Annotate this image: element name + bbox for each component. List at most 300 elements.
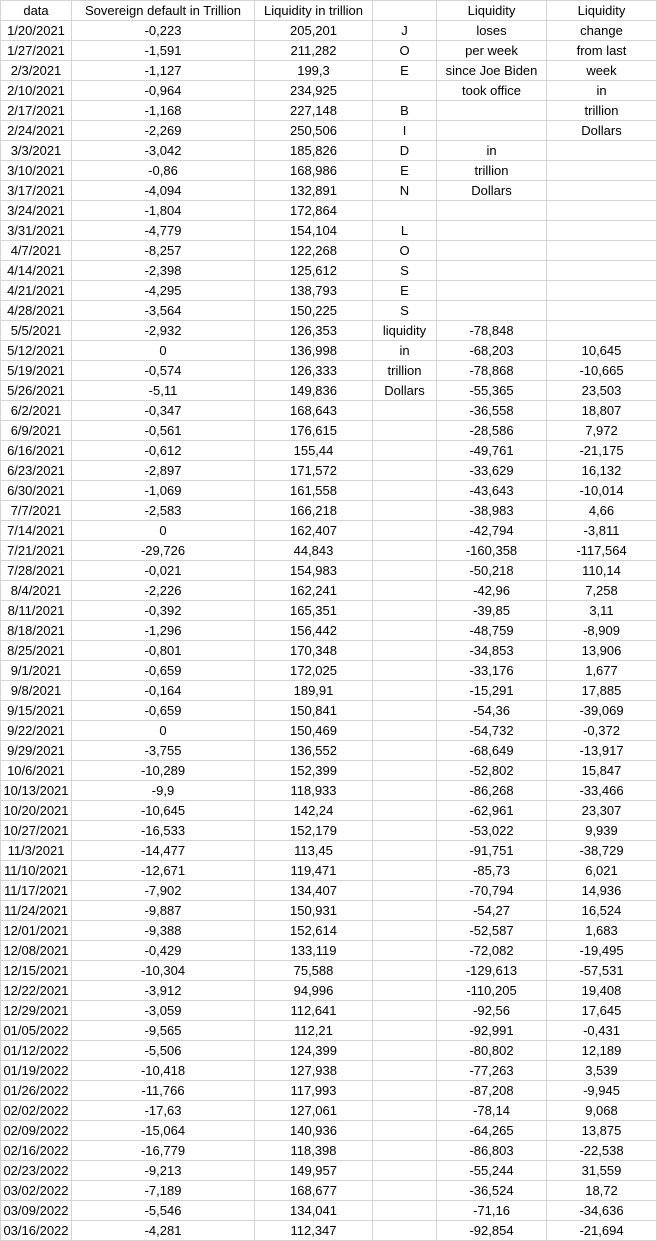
note-cell[interactable]: S [373, 301, 437, 321]
note-cell[interactable] [373, 581, 437, 601]
liquidity-change-cell[interactable]: 1,683 [547, 921, 657, 941]
liquidity-change-cell[interactable]: 14,936 [547, 881, 657, 901]
liquidity-cell[interactable]: 211,282 [255, 41, 373, 61]
note-cell[interactable]: O [373, 41, 437, 61]
sovereign-default-cell[interactable]: -1,069 [72, 481, 255, 501]
sovereign-default-cell[interactable]: -10,418 [72, 1061, 255, 1081]
liquidity-loss-cell[interactable]: -86,803 [437, 1141, 547, 1161]
sovereign-default-cell[interactable]: -1,168 [72, 101, 255, 121]
liquidity-cell[interactable]: 168,986 [255, 161, 373, 181]
liquidity-cell[interactable]: 118,933 [255, 781, 373, 801]
liquidity-loss-cell[interactable]: -52,587 [437, 921, 547, 941]
note-cell[interactable]: N [373, 181, 437, 201]
sovereign-default-cell[interactable]: -14,477 [72, 841, 255, 861]
note-cell[interactable] [373, 761, 437, 781]
note-cell[interactable] [373, 981, 437, 1001]
liquidity-change-cell[interactable]: -19,495 [547, 941, 657, 961]
sovereign-default-cell[interactable]: -0,164 [72, 681, 255, 701]
note-cell[interactable] [373, 1041, 437, 1061]
sovereign-default-cell[interactable]: -2,269 [72, 121, 255, 141]
liquidity-loss-cell[interactable] [437, 201, 547, 221]
date-cell[interactable]: 11/17/2021 [1, 881, 72, 901]
liquidity-cell[interactable]: 113,45 [255, 841, 373, 861]
liquidity-loss-cell[interactable]: -92,854 [437, 1221, 547, 1241]
note-cell[interactable] [373, 1141, 437, 1161]
liquidity-loss-cell[interactable]: -39,85 [437, 601, 547, 621]
sovereign-default-cell[interactable]: -4,295 [72, 281, 255, 301]
liquidity-change-cell[interactable]: 9,939 [547, 821, 657, 841]
liquidity-cell[interactable]: 119,471 [255, 861, 373, 881]
liquidity-change-cell[interactable]: 13,906 [547, 641, 657, 661]
date-cell[interactable]: 11/10/2021 [1, 861, 72, 881]
liquidity-cell[interactable]: 152,614 [255, 921, 373, 941]
sovereign-default-cell[interactable]: -9,565 [72, 1021, 255, 1041]
sovereign-default-cell[interactable]: -0,964 [72, 81, 255, 101]
sovereign-default-cell[interactable]: -2,897 [72, 461, 255, 481]
sovereign-default-cell[interactable]: -3,755 [72, 741, 255, 761]
liquidity-change-cell[interactable]: -0,431 [547, 1021, 657, 1041]
liquidity-loss-cell[interactable]: -42,794 [437, 521, 547, 541]
liquidity-loss-cell[interactable]: took office [437, 81, 547, 101]
liquidity-cell[interactable]: 125,612 [255, 261, 373, 281]
sovereign-default-cell[interactable]: -0,561 [72, 421, 255, 441]
date-cell[interactable]: 01/26/2022 [1, 1081, 72, 1101]
liquidity-cell[interactable]: 44,843 [255, 541, 373, 561]
liquidity-cell[interactable]: 161,558 [255, 481, 373, 501]
liquidity-loss-cell[interactable]: -15,291 [437, 681, 547, 701]
liquidity-loss-cell[interactable]: Dollars [437, 181, 547, 201]
liquidity-change-cell[interactable]: 16,132 [547, 461, 657, 481]
date-cell[interactable]: 8/18/2021 [1, 621, 72, 641]
liquidity-cell[interactable]: 127,938 [255, 1061, 373, 1081]
liquidity-loss-cell[interactable]: -78,868 [437, 361, 547, 381]
liquidity-loss-cell[interactable]: -54,36 [437, 701, 547, 721]
liquidity-cell[interactable]: 138,793 [255, 281, 373, 301]
liquidity-loss-cell[interactable]: -68,203 [437, 341, 547, 361]
date-cell[interactable]: 3/24/2021 [1, 201, 72, 221]
sovereign-default-cell[interactable]: -0,021 [72, 561, 255, 581]
liquidity-loss-cell[interactable]: -70,794 [437, 881, 547, 901]
note-cell[interactable] [373, 681, 437, 701]
liquidity-cell[interactable]: 142,24 [255, 801, 373, 821]
date-cell[interactable]: 5/5/2021 [1, 321, 72, 341]
liquidity-change-cell[interactable]: -10,014 [547, 481, 657, 501]
note-cell[interactable] [373, 1221, 437, 1241]
liquidity-loss-cell[interactable]: -50,218 [437, 561, 547, 581]
note-cell[interactable] [373, 621, 437, 641]
note-cell[interactable]: O [373, 241, 437, 261]
sovereign-default-cell[interactable]: -0,801 [72, 641, 255, 661]
date-cell[interactable]: 12/01/2021 [1, 921, 72, 941]
liquidity-change-cell[interactable]: 7,972 [547, 421, 657, 441]
liquidity-loss-cell[interactable]: -53,022 [437, 821, 547, 841]
date-cell[interactable]: 3/17/2021 [1, 181, 72, 201]
liquidity-change-cell[interactable]: in [547, 81, 657, 101]
liquidity-change-cell[interactable]: 31,559 [547, 1161, 657, 1181]
date-cell[interactable]: 12/08/2021 [1, 941, 72, 961]
liquidity-cell[interactable]: 149,836 [255, 381, 373, 401]
note-cell[interactable] [373, 601, 437, 621]
liquidity-loss-cell[interactable]: -160,358 [437, 541, 547, 561]
note-cell[interactable] [373, 941, 437, 961]
sovereign-default-cell[interactable]: -10,645 [72, 801, 255, 821]
liquidity-change-cell[interactable]: 3,539 [547, 1061, 657, 1081]
liquidity-cell[interactable]: 75,588 [255, 961, 373, 981]
date-cell[interactable]: 01/05/2022 [1, 1021, 72, 1041]
date-cell[interactable]: 7/14/2021 [1, 521, 72, 541]
date-cell[interactable]: 4/14/2021 [1, 261, 72, 281]
date-cell[interactable]: 7/7/2021 [1, 501, 72, 521]
sovereign-default-cell[interactable]: -5,11 [72, 381, 255, 401]
liquidity-change-cell[interactable]: -57,531 [547, 961, 657, 981]
liquidity-loss-cell[interactable] [437, 121, 547, 141]
liquidity-cell[interactable]: 234,925 [255, 81, 373, 101]
liquidity-change-cell[interactable]: 18,72 [547, 1181, 657, 1201]
liquidity-cell[interactable]: 149,957 [255, 1161, 373, 1181]
note-cell[interactable] [373, 661, 437, 681]
liquidity-change-cell[interactable]: 110,14 [547, 561, 657, 581]
sovereign-default-cell[interactable]: -0,347 [72, 401, 255, 421]
header-cell-liquidity-loss[interactable]: Liquidity [437, 1, 547, 21]
date-cell[interactable]: 2/24/2021 [1, 121, 72, 141]
liquidity-change-cell[interactable]: 6,021 [547, 861, 657, 881]
sovereign-default-cell[interactable]: -2,583 [72, 501, 255, 521]
sovereign-default-cell[interactable]: -3,042 [72, 141, 255, 161]
liquidity-cell[interactable]: 150,841 [255, 701, 373, 721]
liquidity-loss-cell[interactable]: -78,848 [437, 321, 547, 341]
liquidity-loss-cell[interactable]: -91,751 [437, 841, 547, 861]
date-cell[interactable]: 7/28/2021 [1, 561, 72, 581]
date-cell[interactable]: 9/22/2021 [1, 721, 72, 741]
liquidity-change-cell[interactable]: -34,636 [547, 1201, 657, 1221]
liquidity-cell[interactable]: 171,572 [255, 461, 373, 481]
liquidity-change-cell[interactable]: 13,875 [547, 1121, 657, 1141]
liquidity-cell[interactable]: 112,21 [255, 1021, 373, 1041]
sovereign-default-cell[interactable]: -4,094 [72, 181, 255, 201]
liquidity-loss-cell[interactable]: -54,732 [437, 721, 547, 741]
note-cell[interactable] [373, 741, 437, 761]
note-cell[interactable] [373, 521, 437, 541]
liquidity-loss-cell[interactable]: -36,524 [437, 1181, 547, 1201]
liquidity-cell[interactable]: 185,826 [255, 141, 373, 161]
note-cell[interactable] [373, 1001, 437, 1021]
sovereign-default-cell[interactable]: -2,932 [72, 321, 255, 341]
liquidity-loss-cell[interactable] [437, 241, 547, 261]
liquidity-cell[interactable]: 112,641 [255, 1001, 373, 1021]
date-cell[interactable]: 7/21/2021 [1, 541, 72, 561]
liquidity-change-cell[interactable]: -0,372 [547, 721, 657, 741]
date-cell[interactable]: 12/22/2021 [1, 981, 72, 1001]
liquidity-change-cell[interactable]: -22,538 [547, 1141, 657, 1161]
note-cell[interactable] [373, 841, 437, 861]
liquidity-change-cell[interactable] [547, 241, 657, 261]
sovereign-default-cell[interactable]: -1,591 [72, 41, 255, 61]
date-cell[interactable]: 5/12/2021 [1, 341, 72, 361]
liquidity-loss-cell[interactable]: -55,244 [437, 1161, 547, 1181]
liquidity-cell[interactable]: 205,201 [255, 21, 373, 41]
liquidity-cell[interactable]: 227,148 [255, 101, 373, 121]
liquidity-loss-cell[interactable]: -78,14 [437, 1101, 547, 1121]
sovereign-default-cell[interactable]: -3,912 [72, 981, 255, 1001]
date-cell[interactable]: 1/20/2021 [1, 21, 72, 41]
liquidity-loss-cell[interactable]: -71,16 [437, 1201, 547, 1221]
liquidity-loss-cell[interactable]: since Joe Biden [437, 61, 547, 81]
liquidity-change-cell[interactable]: 18,807 [547, 401, 657, 421]
note-cell[interactable] [373, 1021, 437, 1041]
date-cell[interactable]: 4/7/2021 [1, 241, 72, 261]
liquidity-loss-cell[interactable]: -54,27 [437, 901, 547, 921]
liquidity-loss-cell[interactable] [437, 101, 547, 121]
note-cell[interactable] [373, 1181, 437, 1201]
sovereign-default-cell[interactable]: -1,804 [72, 201, 255, 221]
liquidity-cell[interactable]: 165,351 [255, 601, 373, 621]
note-cell[interactable]: E [373, 281, 437, 301]
date-cell[interactable]: 12/29/2021 [1, 1001, 72, 1021]
note-cell[interactable] [373, 501, 437, 521]
liquidity-change-cell[interactable]: -21,694 [547, 1221, 657, 1241]
date-cell[interactable]: 10/20/2021 [1, 801, 72, 821]
liquidity-change-cell[interactable]: 7,258 [547, 581, 657, 601]
liquidity-loss-cell[interactable]: -110,205 [437, 981, 547, 1001]
liquidity-loss-cell[interactable]: -33,629 [437, 461, 547, 481]
date-cell[interactable]: 12/15/2021 [1, 961, 72, 981]
liquidity-loss-cell[interactable]: -68,649 [437, 741, 547, 761]
note-cell[interactable]: E [373, 161, 437, 181]
liquidity-change-cell[interactable]: 12,189 [547, 1041, 657, 1061]
liquidity-loss-cell[interactable]: -43,643 [437, 481, 547, 501]
liquidity-change-cell[interactable]: week [547, 61, 657, 81]
date-cell[interactable]: 3/3/2021 [1, 141, 72, 161]
liquidity-cell[interactable]: 117,993 [255, 1081, 373, 1101]
liquidity-change-cell[interactable]: -13,917 [547, 741, 657, 761]
liquidity-cell[interactable]: 127,061 [255, 1101, 373, 1121]
liquidity-change-cell[interactable] [547, 281, 657, 301]
sovereign-default-cell[interactable]: -0,659 [72, 661, 255, 681]
liquidity-change-cell[interactable]: from last [547, 41, 657, 61]
liquidity-cell[interactable]: 156,442 [255, 621, 373, 641]
sovereign-default-cell[interactable]: -9,887 [72, 901, 255, 921]
date-cell[interactable]: 4/28/2021 [1, 301, 72, 321]
liquidity-loss-cell[interactable]: -38,983 [437, 501, 547, 521]
liquidity-cell[interactable]: 136,998 [255, 341, 373, 361]
sovereign-default-cell[interactable]: 0 [72, 721, 255, 741]
liquidity-change-cell[interactable]: change [547, 21, 657, 41]
date-cell[interactable]: 02/23/2022 [1, 1161, 72, 1181]
liquidity-change-cell[interactable]: -38,729 [547, 841, 657, 861]
liquidity-change-cell[interactable] [547, 181, 657, 201]
sovereign-default-cell[interactable]: -12,671 [72, 861, 255, 881]
liquidity-cell[interactable]: 154,104 [255, 221, 373, 241]
sovereign-default-cell[interactable]: 0 [72, 521, 255, 541]
note-cell[interactable] [373, 801, 437, 821]
liquidity-loss-cell[interactable]: -129,613 [437, 961, 547, 981]
date-cell[interactable]: 02/09/2022 [1, 1121, 72, 1141]
liquidity-change-cell[interactable]: Dollars [547, 121, 657, 141]
date-cell[interactable]: 3/31/2021 [1, 221, 72, 241]
liquidity-change-cell[interactable] [547, 221, 657, 241]
liquidity-cell[interactable]: 134,407 [255, 881, 373, 901]
liquidity-loss-cell[interactable]: in [437, 141, 547, 161]
sovereign-default-cell[interactable]: -0,392 [72, 601, 255, 621]
liquidity-loss-cell[interactable]: -92,56 [437, 1001, 547, 1021]
note-cell[interactable] [373, 641, 437, 661]
date-cell[interactable]: 5/26/2021 [1, 381, 72, 401]
liquidity-loss-cell[interactable]: per week [437, 41, 547, 61]
note-cell[interactable] [373, 481, 437, 501]
date-cell[interactable]: 10/13/2021 [1, 781, 72, 801]
note-cell[interactable] [373, 721, 437, 741]
liquidity-cell[interactable]: 124,399 [255, 1041, 373, 1061]
liquidity-change-cell[interactable]: -39,069 [547, 701, 657, 721]
date-cell[interactable]: 03/16/2022 [1, 1221, 72, 1241]
liquidity-change-cell[interactable]: -21,175 [547, 441, 657, 461]
liquidity-change-cell[interactable]: trillion [547, 101, 657, 121]
sovereign-default-cell[interactable]: -16,779 [72, 1141, 255, 1161]
date-cell[interactable]: 2/3/2021 [1, 61, 72, 81]
liquidity-loss-cell[interactable]: -34,853 [437, 641, 547, 661]
liquidity-change-cell[interactable]: 16,524 [547, 901, 657, 921]
liquidity-loss-cell[interactable] [437, 261, 547, 281]
note-cell[interactable] [373, 861, 437, 881]
liquidity-change-cell[interactable]: 23,307 [547, 801, 657, 821]
liquidity-loss-cell[interactable]: -42,96 [437, 581, 547, 601]
liquidity-cell[interactable]: 133,119 [255, 941, 373, 961]
liquidity-change-cell[interactable]: 9,068 [547, 1101, 657, 1121]
date-cell[interactable]: 11/3/2021 [1, 841, 72, 861]
liquidity-cell[interactable]: 112,347 [255, 1221, 373, 1241]
date-cell[interactable]: 1/27/2021 [1, 41, 72, 61]
liquidity-cell[interactable]: 172,864 [255, 201, 373, 221]
date-cell[interactable]: 9/1/2021 [1, 661, 72, 681]
note-cell[interactable] [373, 81, 437, 101]
liquidity-cell[interactable]: 152,399 [255, 761, 373, 781]
sovereign-default-cell[interactable]: -0,223 [72, 21, 255, 41]
date-cell[interactable]: 8/4/2021 [1, 581, 72, 601]
liquidity-loss-cell[interactable]: -36,558 [437, 401, 547, 421]
sovereign-default-cell[interactable]: -9,388 [72, 921, 255, 941]
liquidity-loss-cell[interactable]: -85,73 [437, 861, 547, 881]
sovereign-default-cell[interactable]: -2,226 [72, 581, 255, 601]
liquidity-change-cell[interactable]: 17,645 [547, 1001, 657, 1021]
sovereign-default-cell[interactable]: -0,429 [72, 941, 255, 961]
liquidity-cell[interactable]: 132,891 [255, 181, 373, 201]
date-cell[interactable]: 4/21/2021 [1, 281, 72, 301]
liquidity-change-cell[interactable]: -3,811 [547, 521, 657, 541]
liquidity-loss-cell[interactable]: -52,802 [437, 761, 547, 781]
liquidity-loss-cell[interactable]: trillion [437, 161, 547, 181]
date-cell[interactable]: 11/24/2021 [1, 901, 72, 921]
sovereign-default-cell[interactable]: -7,902 [72, 881, 255, 901]
note-cell[interactable]: E [373, 61, 437, 81]
liquidity-loss-cell[interactable]: -80,802 [437, 1041, 547, 1061]
liquidity-cell[interactable]: 150,469 [255, 721, 373, 741]
note-cell[interactable] [373, 541, 437, 561]
sovereign-default-cell[interactable]: -11,766 [72, 1081, 255, 1101]
date-cell[interactable]: 9/8/2021 [1, 681, 72, 701]
date-cell[interactable]: 10/27/2021 [1, 821, 72, 841]
note-cell[interactable]: D [373, 141, 437, 161]
liquidity-loss-cell[interactable]: -92,991 [437, 1021, 547, 1041]
note-cell[interactable] [373, 461, 437, 481]
date-cell[interactable]: 02/02/2022 [1, 1101, 72, 1121]
note-cell[interactable]: J [373, 21, 437, 41]
liquidity-cell[interactable]: 170,348 [255, 641, 373, 661]
date-cell[interactable]: 8/25/2021 [1, 641, 72, 661]
liquidity-cell[interactable]: 94,996 [255, 981, 373, 1001]
note-cell[interactable]: liquidity [373, 321, 437, 341]
liquidity-change-cell[interactable] [547, 261, 657, 281]
liquidity-cell[interactable]: 150,931 [255, 901, 373, 921]
note-cell[interactable] [373, 901, 437, 921]
sovereign-default-cell[interactable]: 0 [72, 341, 255, 361]
date-cell[interactable]: 2/17/2021 [1, 101, 72, 121]
sovereign-default-cell[interactable]: -0,574 [72, 361, 255, 381]
sovereign-default-cell[interactable]: -2,398 [72, 261, 255, 281]
liquidity-change-cell[interactable]: -10,665 [547, 361, 657, 381]
sovereign-default-cell[interactable]: -9,213 [72, 1161, 255, 1181]
sovereign-default-cell[interactable]: -4,281 [72, 1221, 255, 1241]
date-cell[interactable]: 6/23/2021 [1, 461, 72, 481]
date-cell[interactable]: 9/29/2021 [1, 741, 72, 761]
liquidity-cell[interactable]: 176,615 [255, 421, 373, 441]
liquidity-cell[interactable]: 166,218 [255, 501, 373, 521]
liquidity-cell[interactable]: 152,179 [255, 821, 373, 841]
note-cell[interactable]: I [373, 121, 437, 141]
liquidity-change-cell[interactable]: 10,645 [547, 341, 657, 361]
liquidity-cell[interactable]: 162,407 [255, 521, 373, 541]
note-cell[interactable]: B [373, 101, 437, 121]
liquidity-loss-cell[interactable] [437, 281, 547, 301]
note-cell[interactable]: trillion [373, 361, 437, 381]
date-cell[interactable]: 10/6/2021 [1, 761, 72, 781]
liquidity-cell[interactable]: 162,241 [255, 581, 373, 601]
liquidity-loss-cell[interactable]: -55,365 [437, 381, 547, 401]
sovereign-default-cell[interactable]: -3,564 [72, 301, 255, 321]
liquidity-cell[interactable]: 126,333 [255, 361, 373, 381]
note-cell[interactable]: L [373, 221, 437, 241]
date-cell[interactable]: 2/10/2021 [1, 81, 72, 101]
note-cell[interactable] [373, 881, 437, 901]
note-cell[interactable] [373, 821, 437, 841]
sovereign-default-cell[interactable]: -10,289 [72, 761, 255, 781]
sovereign-default-cell[interactable]: -10,304 [72, 961, 255, 981]
liquidity-change-cell[interactable]: 4,66 [547, 501, 657, 521]
date-cell[interactable]: 03/09/2022 [1, 1201, 72, 1221]
note-cell[interactable] [373, 1061, 437, 1081]
sovereign-default-cell[interactable]: -9,9 [72, 781, 255, 801]
liquidity-cell[interactable]: 199,3 [255, 61, 373, 81]
liquidity-cell[interactable]: 155,44 [255, 441, 373, 461]
liquidity-cell[interactable]: 126,353 [255, 321, 373, 341]
sovereign-default-cell[interactable]: -0,86 [72, 161, 255, 181]
date-cell[interactable]: 6/9/2021 [1, 421, 72, 441]
date-cell[interactable]: 8/11/2021 [1, 601, 72, 621]
note-cell[interactable]: S [373, 261, 437, 281]
date-cell[interactable]: 01/19/2022 [1, 1061, 72, 1081]
sovereign-default-cell[interactable]: -1,127 [72, 61, 255, 81]
sovereign-default-cell[interactable]: -4,779 [72, 221, 255, 241]
sovereign-default-cell[interactable]: -8,257 [72, 241, 255, 261]
liquidity-loss-cell[interactable]: -48,759 [437, 621, 547, 641]
sovereign-default-cell[interactable]: -16,533 [72, 821, 255, 841]
liquidity-loss-cell[interactable] [437, 301, 547, 321]
liquidity-cell[interactable]: 134,041 [255, 1201, 373, 1221]
liquidity-cell[interactable]: 189,91 [255, 681, 373, 701]
liquidity-change-cell[interactable]: -33,466 [547, 781, 657, 801]
liquidity-change-cell[interactable] [547, 201, 657, 221]
liquidity-change-cell[interactable]: 19,408 [547, 981, 657, 1001]
liquidity-change-cell[interactable] [547, 321, 657, 341]
